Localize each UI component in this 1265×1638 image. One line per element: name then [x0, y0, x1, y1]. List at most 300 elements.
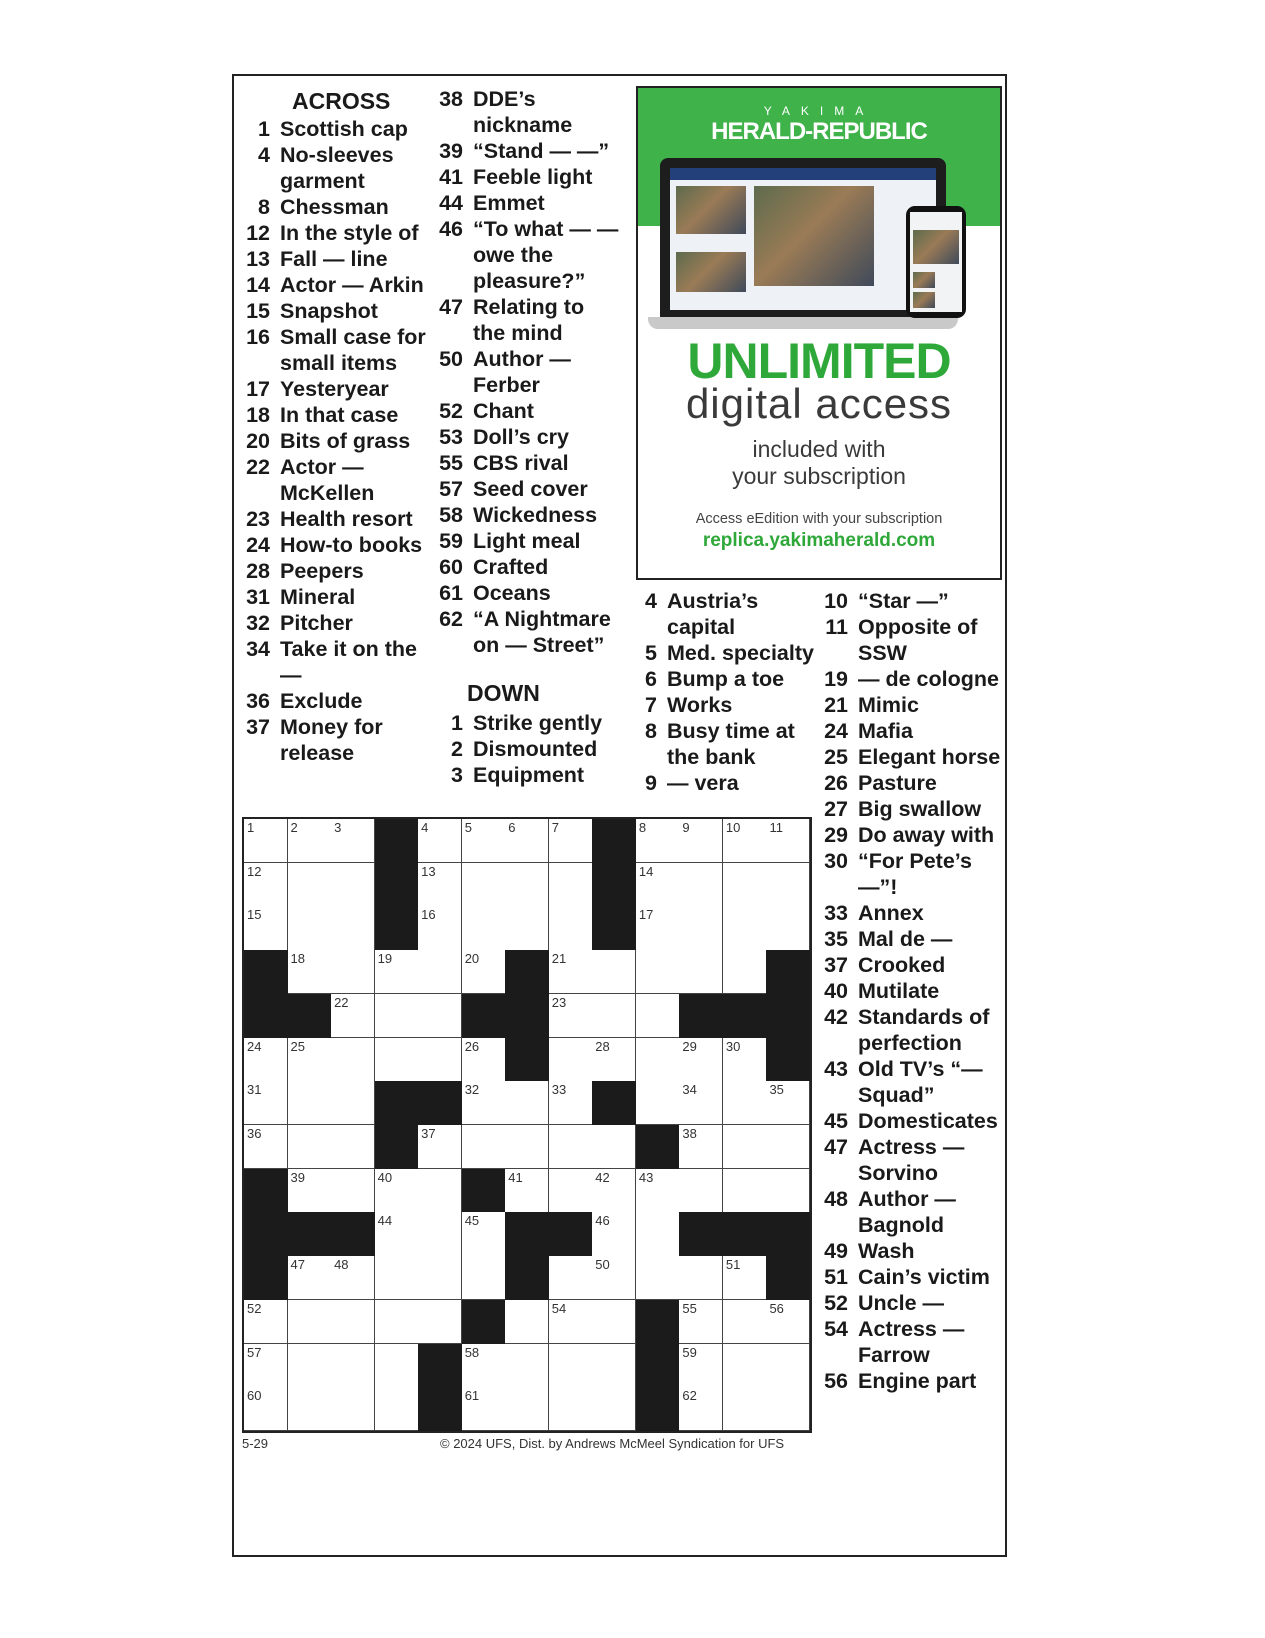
down-clue-47[interactable] [822, 1134, 1002, 1186]
down-clue-2[interactable] [437, 736, 622, 762]
ad-brand-logo: HERALD-REPUBLIC [711, 118, 927, 145]
clue-text: Austria’s capital [667, 589, 759, 639]
grid-cell[interactable] [766, 1125, 810, 1169]
grid-block [766, 1212, 810, 1256]
grid-cell[interactable] [592, 1300, 636, 1344]
grid-cell[interactable] [288, 1125, 332, 1169]
grid-cell[interactable] [592, 1038, 636, 1082]
across-clue-15[interactable] [244, 298, 434, 324]
grid-cell[interactable] [288, 1387, 332, 1431]
ad-city-name: YAKIMA [763, 104, 875, 118]
across-clue-14[interactable] [244, 272, 434, 298]
grid-cell[interactable] [462, 1081, 506, 1125]
grid-cell[interactable] [288, 1300, 332, 1344]
down-clue-33[interactable] [822, 900, 1002, 926]
down-clue-29[interactable] [822, 822, 1002, 848]
across-clue-39[interactable] [437, 138, 622, 164]
grid-cell[interactable] [462, 1256, 506, 1300]
clue-number: 15 [246, 299, 270, 323]
across-clue-58[interactable] [437, 502, 622, 528]
grid-cell[interactable] [766, 863, 810, 907]
cell-number: 17 [638, 907, 654, 923]
clue-number: 10 [824, 589, 848, 613]
grid-cell[interactable] [679, 1038, 723, 1082]
phone-news-thumb-2 [913, 292, 935, 308]
clue-text: Equipment [473, 763, 585, 787]
across-clue-41[interactable] [437, 164, 622, 190]
grid-block [375, 819, 419, 863]
laptop-site-header [670, 168, 936, 180]
across-clue-60[interactable] [437, 554, 622, 580]
grid-cell[interactable] [375, 1387, 419, 1431]
grid-block [462, 994, 506, 1038]
down-clue-8[interactable] [631, 718, 816, 770]
grid-cell[interactable] [723, 1387, 767, 1431]
grid-cell[interactable] [592, 1387, 636, 1431]
grid-cell[interactable] [375, 994, 419, 1038]
clue-number: 32 [246, 611, 270, 635]
grid-cell[interactable] [549, 819, 593, 863]
grid-cell[interactable] [418, 1169, 462, 1213]
grid-cell[interactable] [505, 819, 549, 863]
grid-cell[interactable] [288, 1038, 332, 1082]
grid-cell[interactable] [418, 1300, 462, 1344]
down-clue-9[interactable] [631, 770, 816, 796]
grid-cell[interactable] [723, 1169, 767, 1213]
down-clue-40[interactable] [822, 978, 1002, 1004]
grid-cell[interactable] [375, 1300, 419, 1344]
grid-cell[interactable] [636, 863, 680, 907]
grid-cell[interactable] [723, 906, 767, 950]
across-clue-46[interactable] [437, 216, 622, 294]
across-clue-24[interactable] [244, 532, 434, 558]
grid-cell[interactable] [549, 950, 593, 994]
across-clue-31[interactable] [244, 584, 434, 610]
grid-cell[interactable] [462, 1387, 506, 1431]
clue-text: Elegant horse [858, 745, 1001, 769]
grid-cell[interactable] [462, 1344, 506, 1388]
grid-cell[interactable] [418, 863, 462, 907]
down-clue-52[interactable] [822, 1290, 1002, 1316]
down-clue-7[interactable] [631, 692, 816, 718]
clue-text: Works [667, 693, 733, 717]
down-clue-54[interactable] [822, 1316, 1002, 1368]
down-clue-11[interactable] [822, 614, 1002, 666]
grid-cell[interactable] [679, 950, 723, 994]
down-clue-6[interactable] [631, 666, 816, 692]
grid-cell[interactable] [636, 906, 680, 950]
phone-screen [910, 212, 962, 312]
grid-cell[interactable] [375, 1038, 419, 1082]
grid-cell[interactable] [679, 863, 723, 907]
clue-text: Scottish cap [280, 117, 408, 141]
grid-cell[interactable] [592, 1256, 636, 1300]
grid-block [592, 819, 636, 863]
grid-cell[interactable] [549, 1256, 593, 1300]
across-clue-8[interactable] [244, 194, 434, 220]
grid-cell[interactable] [723, 863, 767, 907]
across-clue-13[interactable] [244, 246, 434, 272]
grid-cell[interactable] [766, 906, 810, 950]
across-clue-12[interactable] [244, 220, 434, 246]
down-clue-45[interactable] [822, 1108, 1002, 1134]
cell-number: 6 [508, 820, 516, 835]
across-clue-4[interactable] [244, 142, 434, 194]
grid-cell[interactable] [636, 1169, 680, 1213]
down-clue-35[interactable] [822, 926, 1002, 952]
grid-cell[interactable] [723, 1256, 767, 1300]
across-clue-18[interactable] [244, 402, 434, 428]
grid-cell[interactable] [505, 1125, 549, 1169]
news-photo-main [754, 186, 874, 286]
grid-cell[interactable] [549, 1125, 593, 1169]
grid-cell[interactable] [679, 1344, 723, 1388]
grid-cell[interactable] [331, 906, 375, 950]
cell-number: 40 [377, 1169, 393, 1185]
cell-number: 29 [682, 1038, 697, 1054]
grid-cell[interactable] [592, 1169, 636, 1213]
copyright-notice: © 2024 UFS, Dist. by Andrews McMeel Syndication for UFS [440, 1436, 785, 1451]
clue-number: 42 [824, 1005, 848, 1029]
grid-cell[interactable] [766, 1081, 810, 1125]
grid-cell[interactable] [462, 819, 506, 863]
grid-cell[interactable] [549, 1169, 593, 1213]
across-clue-47[interactable] [437, 294, 622, 346]
crossword-grid[interactable] [242, 817, 812, 1433]
clue-text: Domesticates [858, 1109, 998, 1133]
clue-number: 54 [824, 1317, 848, 1341]
down-clue-3[interactable] [437, 762, 622, 788]
down-clue-21[interactable] [822, 692, 1002, 718]
grid-cell[interactable] [462, 1125, 506, 1169]
grid-cell[interactable] [462, 950, 506, 994]
grid-cell[interactable] [375, 1169, 419, 1213]
grid-cell[interactable] [679, 819, 723, 863]
cell-number: 45 [464, 1213, 480, 1229]
grid-cell[interactable] [375, 1344, 419, 1388]
clues-column-1 [244, 86, 434, 766]
grid-block [679, 1212, 723, 1256]
clue-number: 47 [439, 295, 463, 319]
ad-url-link[interactable]: replica.yakimaherald.com [702, 530, 936, 551]
grid-cell[interactable] [636, 1081, 680, 1125]
across-clue-53[interactable] [437, 424, 622, 450]
grid-cell[interactable] [505, 1344, 549, 1388]
grid-cell[interactable] [418, 1212, 462, 1256]
down-clue-43[interactable] [822, 1056, 1002, 1108]
grid-block [418, 1344, 462, 1388]
down-clue-24[interactable] [822, 718, 1002, 744]
clue-number: 16 [246, 325, 270, 349]
grid-cell[interactable] [505, 906, 549, 950]
cell-number: 51 [725, 1257, 741, 1273]
clue-number: 36 [246, 689, 270, 713]
grid-cell[interactable] [549, 1300, 593, 1344]
grid-cell[interactable] [331, 819, 375, 863]
down-clue-56[interactable] [822, 1368, 1002, 1394]
clue-number: 49 [824, 1239, 848, 1263]
grid-cell[interactable] [331, 1038, 375, 1082]
ad-line-2: your subscription [732, 463, 906, 489]
across-clue-55[interactable] [437, 450, 622, 476]
clue-number: 37 [824, 953, 848, 977]
cell-number: 21 [551, 951, 567, 967]
grid-cell[interactable] [549, 1344, 593, 1388]
clue-text: How-to books [280, 533, 423, 557]
grid-cell[interactable] [505, 1387, 549, 1431]
grid-cell[interactable] [462, 863, 506, 907]
grid-cell[interactable] [244, 819, 288, 863]
grid-cell[interactable] [549, 906, 593, 950]
grid-cell[interactable] [244, 1125, 288, 1169]
grid-cell[interactable] [244, 1387, 288, 1431]
across-clue-36[interactable] [244, 688, 434, 714]
grid-cell[interactable] [418, 906, 462, 950]
grid-cell[interactable] [288, 950, 332, 994]
grid-cell[interactable] [679, 1256, 723, 1300]
grid-cell[interactable] [679, 1125, 723, 1169]
grid-block [636, 1125, 680, 1169]
puzzle-date: 5-29 [242, 1436, 269, 1451]
grid-cell[interactable] [549, 994, 593, 1038]
down-clue-26[interactable] [822, 770, 1002, 796]
grid-cell[interactable] [331, 1256, 375, 1300]
clue-text: Light meal [473, 529, 581, 553]
cell-number: 15 [247, 907, 262, 923]
grid-block [592, 863, 636, 907]
grid-cell[interactable] [331, 994, 375, 1038]
clue-text: Snapshot [280, 299, 378, 323]
grid-block [375, 863, 419, 907]
grid-cell[interactable] [549, 1387, 593, 1431]
grid-cell[interactable] [418, 994, 462, 1038]
down-clue-37[interactable] [822, 952, 1002, 978]
grid-cell[interactable] [636, 1038, 680, 1082]
grid-cell[interactable] [331, 1169, 375, 1213]
grid-cell[interactable] [679, 1081, 723, 1125]
grid-cell[interactable] [636, 1212, 680, 1256]
grid-cell[interactable] [723, 819, 767, 863]
grid-cell[interactable] [723, 1344, 767, 1388]
clue-number: 28 [246, 559, 270, 583]
across-clue-38[interactable] [437, 86, 622, 138]
grid-cell[interactable] [592, 950, 636, 994]
clue-text: Wickedness [473, 503, 598, 527]
grid-cell[interactable] [592, 1344, 636, 1388]
across-clue-1[interactable] [244, 116, 434, 142]
across-clue-57[interactable] [437, 476, 622, 502]
down-heading: DOWN [467, 680, 540, 706]
grid-cell[interactable] [418, 950, 462, 994]
grid-cell[interactable] [592, 994, 636, 1038]
grid-cell[interactable] [375, 1256, 419, 1300]
grid-cell[interactable] [418, 1125, 462, 1169]
clue-text: Strike gently [473, 711, 603, 735]
down-clue-49[interactable] [822, 1238, 1002, 1264]
down-clue-19[interactable] [822, 666, 1002, 692]
grid-cell[interactable] [549, 1081, 593, 1125]
grid-cell[interactable] [288, 863, 332, 907]
across-clue-32[interactable] [244, 610, 434, 636]
down-clue-51[interactable] [822, 1264, 1002, 1290]
down-clue-30[interactable] [822, 848, 1002, 900]
grid-cell[interactable] [244, 1300, 288, 1344]
across-clue-17[interactable] [244, 376, 434, 402]
grid-cell[interactable] [288, 1169, 332, 1213]
grid-cell[interactable] [288, 819, 332, 863]
grid-block [505, 994, 549, 1038]
grid-cell[interactable] [244, 1038, 288, 1082]
ad-subhead: digital access [685, 380, 953, 427]
across-clue-52[interactable] [437, 398, 622, 424]
grid-cell[interactable] [592, 1212, 636, 1256]
grid-cell[interactable] [636, 950, 680, 994]
cell-number: 24 [247, 1038, 262, 1054]
grid-cell[interactable] [505, 1081, 549, 1125]
down-clue-4[interactable] [631, 588, 816, 640]
clue-text: Actor — Arkin [280, 273, 424, 297]
grid-cell[interactable] [723, 950, 767, 994]
grid-cell[interactable] [288, 1081, 332, 1125]
grid-cell[interactable] [288, 1344, 332, 1388]
clue-text: Take it on the — [280, 637, 417, 687]
clue-text: — vera [667, 771, 739, 795]
grid-cell[interactable] [244, 906, 288, 950]
clue-number: 4 [258, 143, 270, 167]
grid-cell[interactable] [331, 863, 375, 907]
grid-cell[interactable] [331, 950, 375, 994]
grid-cell[interactable] [375, 1212, 419, 1256]
grid-cell[interactable] [636, 819, 680, 863]
grid-cell[interactable] [766, 1344, 810, 1388]
subscription-advertisement[interactable] [636, 86, 1002, 580]
clue-text: Relating to the mind [473, 295, 585, 345]
grid-cell[interactable] [462, 906, 506, 950]
cell-number: 8 [638, 820, 647, 835]
grid-cell[interactable] [766, 819, 810, 863]
down-clue-5[interactable] [631, 640, 816, 666]
grid-cell[interactable] [505, 1169, 549, 1213]
across-clue-20[interactable] [244, 428, 434, 454]
down-clue-42[interactable] [822, 1004, 1002, 1056]
grid-cell[interactable] [766, 1169, 810, 1213]
grid-cell[interactable] [244, 863, 288, 907]
clue-text: In that case [280, 403, 399, 427]
grid-cell[interactable] [766, 1300, 810, 1344]
clue-text: Chessman [280, 195, 389, 219]
grid-cell[interactable] [505, 1300, 549, 1344]
grid-cell[interactable] [723, 1300, 767, 1344]
clue-text: “Stand — —” [473, 139, 610, 163]
grid-block [766, 950, 810, 994]
grid-cell[interactable] [288, 1256, 332, 1300]
clue-text: Chant [473, 399, 534, 423]
grid-cell[interactable] [331, 1300, 375, 1344]
across-clue-22[interactable] [244, 454, 434, 506]
grid-cell[interactable] [331, 1081, 375, 1125]
grid-block [636, 1300, 680, 1344]
grid-cell[interactable] [766, 1387, 810, 1431]
clue-number: 13 [246, 247, 270, 271]
cell-number: 62 [682, 1388, 697, 1404]
down-clue-1[interactable] [437, 710, 622, 736]
down-clue-27[interactable] [822, 796, 1002, 822]
news-photo-1 [676, 186, 746, 234]
clue-number: 33 [824, 901, 848, 925]
grid-cell[interactable] [549, 863, 593, 907]
grid-cell[interactable] [636, 994, 680, 1038]
grid-cell[interactable] [331, 1125, 375, 1169]
grid-cell[interactable] [592, 1125, 636, 1169]
clue-text: Dismounted [473, 737, 598, 761]
grid-cell[interactable] [375, 950, 419, 994]
down-clue-10[interactable] [822, 588, 1002, 614]
cell-number: 55 [682, 1300, 697, 1316]
grid-cell[interactable] [549, 1038, 593, 1082]
grid-cell[interactable] [723, 1038, 767, 1082]
grid-cell[interactable] [462, 1212, 506, 1256]
grid-cell[interactable] [331, 1387, 375, 1431]
phone-news-thumb-1 [913, 272, 935, 288]
grid-cell[interactable] [244, 1081, 288, 1125]
laptop-base [648, 317, 958, 329]
grid-cell[interactable] [288, 906, 332, 950]
grid-cell[interactable] [679, 1387, 723, 1431]
down-clue-25[interactable] [822, 744, 1002, 770]
clue-number: 53 [439, 425, 463, 449]
across-clue-44[interactable] [437, 190, 622, 216]
clue-number: 24 [824, 719, 848, 743]
grid-cell[interactable] [679, 1169, 723, 1213]
grid-block [723, 994, 767, 1038]
clue-text: “To what — — owe the pleasure?” [473, 217, 619, 293]
grid-cell[interactable] [723, 1081, 767, 1125]
across-clue-50[interactable] [437, 346, 622, 398]
grid-cell[interactable] [679, 1300, 723, 1344]
clue-text: Peepers [280, 559, 364, 583]
grid-cell[interactable] [418, 1038, 462, 1082]
grid-cell[interactable] [723, 1125, 767, 1169]
grid-cell[interactable] [244, 1344, 288, 1388]
across-clue-62[interactable] [437, 606, 622, 658]
grid-cell[interactable] [505, 863, 549, 907]
grid-block [679, 994, 723, 1038]
across-clue-28[interactable] [244, 558, 434, 584]
across-clue-59[interactable] [437, 528, 622, 554]
across-clue-23[interactable] [244, 506, 434, 532]
cell-number: 48 [334, 1257, 349, 1273]
grid-block [331, 1212, 375, 1256]
grid-cell[interactable] [636, 1256, 680, 1300]
clue-text: Pitcher [280, 611, 353, 635]
laptop-illustration [660, 158, 946, 318]
grid-cell[interactable] [418, 819, 462, 863]
across-clue-37[interactable] [244, 714, 434, 766]
down-clue-48[interactable] [822, 1186, 1002, 1238]
grid-cell[interactable] [418, 1256, 462, 1300]
grid-cell[interactable] [331, 1344, 375, 1388]
clues-column-4 [822, 588, 1002, 1394]
grid-block [505, 1038, 549, 1082]
grid-cell[interactable] [679, 906, 723, 950]
across-clue-34[interactable] [244, 636, 434, 688]
across-clue-61[interactable] [437, 580, 622, 606]
across-clue-16[interactable] [244, 324, 434, 376]
clue-text: Mutilate [858, 979, 940, 1003]
clue-text: Do away with [858, 823, 995, 847]
cell-number: 26 [464, 1038, 480, 1054]
grid-cell[interactable] [462, 1038, 506, 1082]
